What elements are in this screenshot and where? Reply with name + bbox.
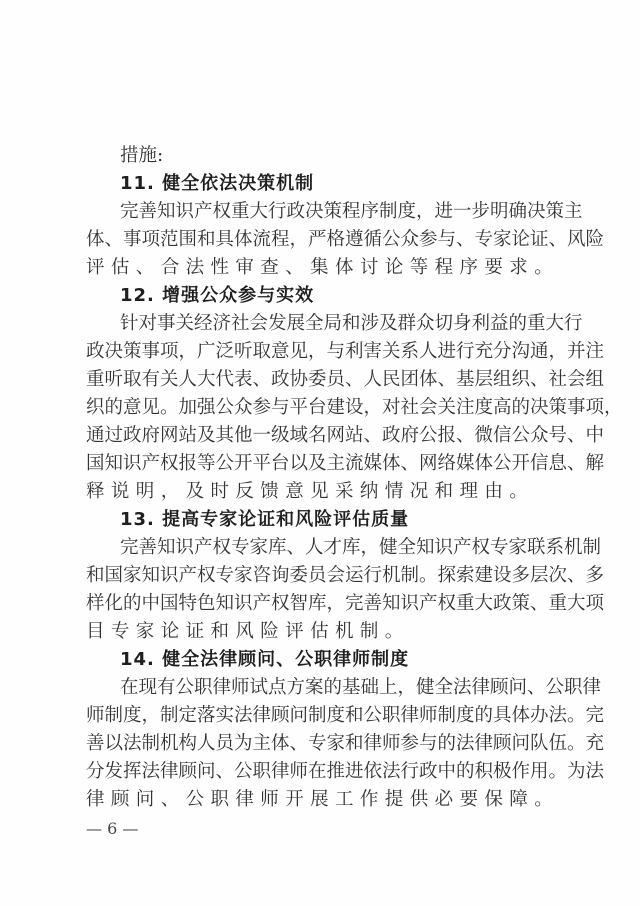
section-12-line-7: 释说明，及时反馈意见采纳情况和理由。 bbox=[86, 481, 535, 502]
section-11-heading: 11. 健全依法决策机制 bbox=[120, 173, 315, 194]
section-13-line-1: 完善知识产权专家库、人才库，健全知识产权专家联系机制 bbox=[120, 537, 602, 558]
section-11-line-1: 完善知识产权重大行政决策程序制度，进一步明确决策主 bbox=[120, 201, 583, 222]
section-11-line-3: 评估、合法性审查、集体讨论等程序要求。 bbox=[86, 257, 560, 278]
section-14-line-4: 分发挥法律顾问、公职律师在推进依法行政中的积极作用。为法 bbox=[86, 761, 605, 782]
section-14-line-1: 在现有公职律师试点方案的基础上，健全法律顾问、公职律 bbox=[120, 677, 602, 698]
section-13-line-4: 目专家论证和风险评估机制。 bbox=[86, 621, 410, 642]
section-12-heading: 12. 增强公众参与实效 bbox=[120, 285, 315, 306]
section-13-line-3: 样化的中国特色知识产权智库，完善知识产权重大政策、重大项 bbox=[86, 593, 605, 614]
intro-label: 措施: bbox=[120, 145, 164, 166]
section-13-line-2: 和国家知识产权专家咨询委员会运行机制。探索建设多层次、多 bbox=[86, 565, 605, 586]
page-number: — 6 — bbox=[86, 819, 139, 838]
section-12-line-6: 国知识产权报等公开平台以及主流媒体、网络媒体公开信息、解 bbox=[86, 453, 605, 474]
section-14-line-2: 师制度，制定落实法律顾问制度和公职律师制度的具体办法。完 bbox=[86, 705, 605, 726]
section-14-line-5: 律顾问、公职律师开展工作提供必要保障。 bbox=[86, 789, 560, 810]
section-14-line-3: 善以法制机构人员为主体、专家和律师参与的法律顾问队伍。充 bbox=[86, 733, 605, 754]
section-12-line-1: 针对事关经济社会发展全局和涉及群众切身利益的重大行 bbox=[120, 313, 583, 334]
section-13-heading: 13. 提高专家论证和风险评估质量 bbox=[120, 509, 410, 530]
section-14-heading: 14. 健全法律顾问、公职律师制度 bbox=[120, 649, 410, 670]
section-12-line-3: 重听取有关人大代表、政协委员、人民团体、基层组织、社会组 bbox=[86, 369, 605, 390]
section-12-line-5: 通过政府网站及其他一级域名网站、政府公报、微信公众号、中 bbox=[86, 425, 605, 446]
section-12-line-2: 政决策事项，广泛听取意见，与利害关系人进行充分沟通，并注 bbox=[86, 341, 605, 362]
section-12-line-4: 织的意见。加强公众参与平台建设，对社会关注度高的决策事项， bbox=[86, 397, 623, 418]
section-11-line-2: 体、事项范围和具体流程，严格遵循公众参与、专家论证、风险 bbox=[86, 229, 605, 250]
